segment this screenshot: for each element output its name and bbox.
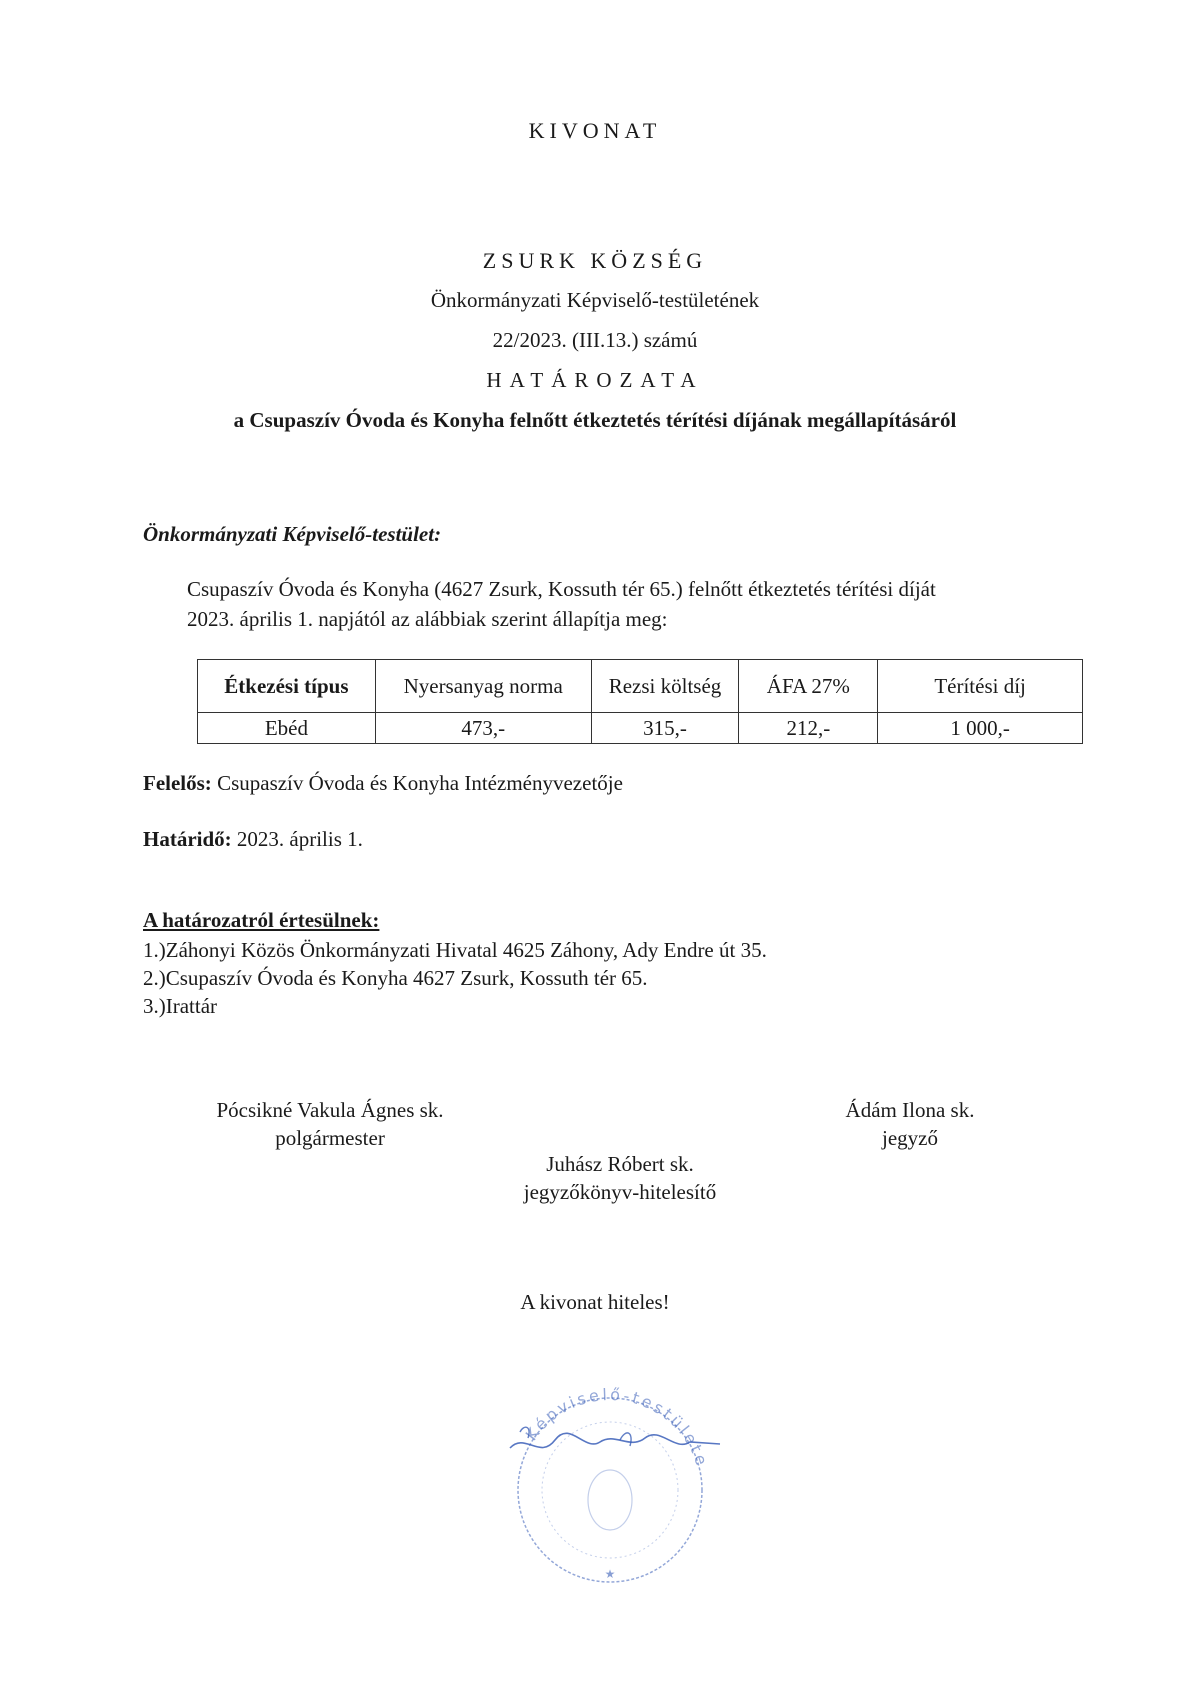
- resolution-heading: HATÁROZATA: [486, 368, 704, 392]
- header-raw-material: Nyersanyag norma: [375, 660, 591, 713]
- fee-table: [197, 659, 1083, 744]
- fee-table-header-row: [198, 660, 1083, 713]
- authenticator-signature-block: [470, 1150, 770, 1206]
- resolution-text-line-1: Csupaszív Óvoda és Konyha (4627 Zsurk, Kossuth tér 65.) felnőtt étkeztetés térítési díját: [187, 577, 936, 601]
- recipient-item: 2.)Csupaszív Óvoda és Konyha 4627 Zsurk, Kossuth tér 65.: [143, 966, 648, 990]
- recipient-item: 1.)Záhonyi Közös Önkormányzati Hivatal 4625 Záhony, Ady Endre út 35.: [143, 938, 767, 962]
- recipients-title: A határozatról értesülnek:: [143, 908, 380, 932]
- notary-name: Ádám Ilona sk.: [845, 1098, 975, 1122]
- header-overhead: Rezsi költség: [591, 660, 739, 713]
- authenticator-title: jegyzőkönyv-hitelesítő: [523, 1180, 717, 1204]
- body-title: Önkormányzati Képviselő-testületének: [430, 288, 760, 312]
- cell-fee: 1 000,-: [878, 713, 1083, 744]
- stamp-star-icon: ★: [604, 1567, 616, 1581]
- document-type: KIVONAT: [528, 118, 662, 143]
- header-vat: ÁFA 27%: [739, 660, 878, 713]
- stamp-ring-text: Képviselő-testülete: [521, 1384, 713, 1471]
- recipient-item: 3.)Irattár: [143, 994, 218, 1018]
- municipality-name: ZSURK KÖZSÉG: [482, 248, 708, 273]
- mayor-name: Pócsikné Vakula Ágnes sk.: [216, 1098, 444, 1122]
- stamp-crest-icon: [588, 1470, 632, 1530]
- mayor-title: polgármester: [275, 1126, 385, 1150]
- notary-title: jegyző: [882, 1126, 938, 1150]
- certification-text: A kivonat hiteles!: [520, 1290, 670, 1314]
- responsible-line: [143, 771, 623, 796]
- header-meal-type: Étkezési típus: [198, 660, 376, 713]
- resolution-text-line-2: 2023. április 1. napjától az alábbiak szerint állapítja meg:: [187, 607, 668, 631]
- resolution-subject: a Csupaszív Óvoda és Konyha felnőtt étkeztetés térítési díjának megállapításáról: [233, 408, 957, 432]
- authenticator-name: Juhász Róbert sk.: [546, 1152, 694, 1176]
- deadline-line: [143, 827, 363, 852]
- resolution-number: 22/2023. (III.13.) számú: [492, 328, 698, 352]
- cell-meal-type: Ebéd: [198, 713, 376, 744]
- stamp-inner-ring: [542, 1422, 678, 1558]
- notary-signature-block: [780, 1096, 1040, 1152]
- body-label: Önkormányzati Képviselő-testület:: [143, 522, 442, 546]
- deadline-label: Határidő:: [143, 827, 232, 851]
- mayor-signature-block: [170, 1096, 490, 1152]
- table-row: [198, 713, 1083, 744]
- header-fee: Térítési díj: [878, 660, 1083, 713]
- deadline-value: 2023. április 1.: [236, 827, 363, 851]
- responsible-value: Csupaszív Óvoda és Konyha Intézményvezetője: [217, 771, 623, 795]
- cell-overhead: 315,-: [591, 713, 739, 744]
- resolution-text: [187, 574, 1087, 634]
- official-stamp: [480, 1380, 740, 1600]
- cell-raw-material: 473,-: [375, 713, 591, 744]
- responsible-label: Felelős:: [143, 771, 212, 795]
- cell-vat: 212,-: [739, 713, 878, 744]
